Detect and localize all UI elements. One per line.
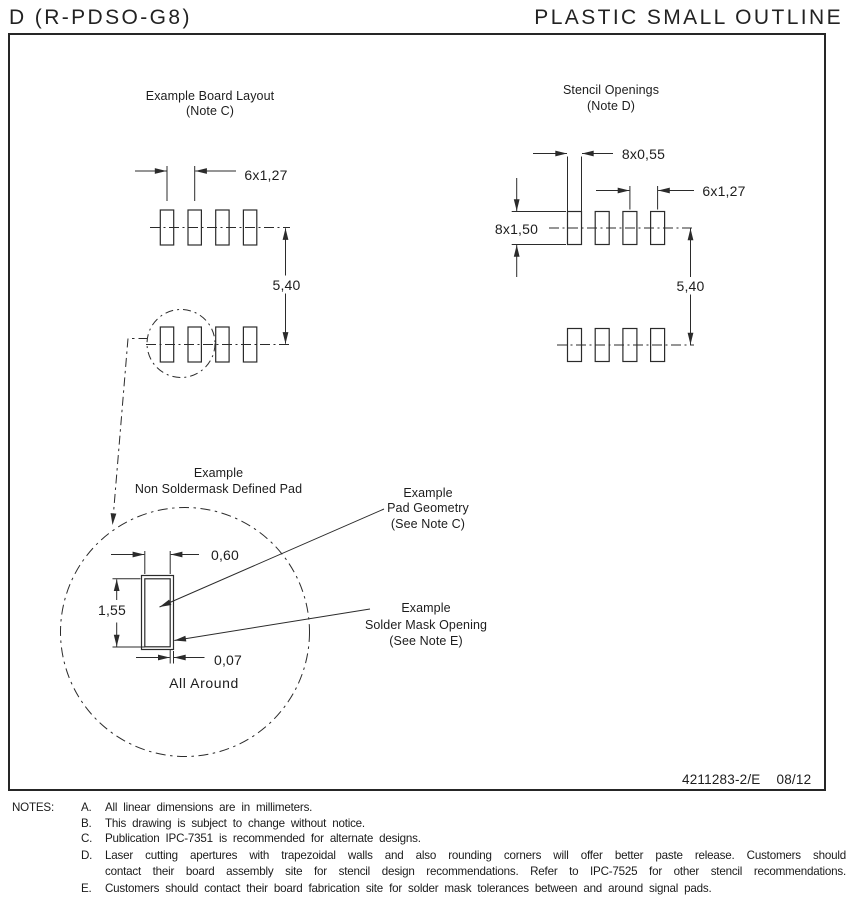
detail-leader-line — [113, 339, 148, 526]
document-date: 08/12 — [776, 772, 812, 787]
note-d-text-line1: Laser cutting apertures with trapezoidal walls and also rounding corners will offer better paste release. Customers should — [105, 849, 846, 862]
board-layout-dimensions — [135, 166, 286, 344]
solder-mask-opening-outline — [142, 576, 174, 650]
callout-leaders — [160, 509, 385, 641]
package-type-title: PLASTIC SMALL OUTLINE — [534, 6, 843, 29]
stencil-openings — [568, 212, 665, 362]
pad-geometry-callout-line2: Pad Geometry — [387, 501, 469, 516]
note-a-text: All linear dimensions are in millimeters. — [105, 801, 313, 814]
solder-mask-callout-line2: Solder Mask Opening — [364, 617, 488, 632]
dim-mask-clearance: 0,07 — [213, 652, 243, 668]
package-code-title: D (R-PDSO-G8) — [9, 6, 192, 29]
detail-view-circle — [61, 508, 310, 757]
board-layout-title-line1: Example Board Layout — [145, 88, 275, 103]
pad-outline — [145, 579, 170, 647]
detail-zoom-mark — [147, 310, 215, 378]
board-layout-title-line2: (Note C) — [185, 104, 235, 118]
solder-mask-callout — [365, 600, 487, 650]
note-c-text: Publication IPC-7351 is recommended for alternate designs. — [105, 831, 421, 845]
dim-pad-width: 0,60 — [210, 547, 240, 563]
note-d-label: D. — [81, 849, 93, 862]
stencil-title — [563, 83, 659, 114]
dim-stencil-pitch: 6x1,27 — [702, 183, 746, 199]
all-around-label: All Around — [169, 674, 239, 691]
note-b-text: This drawing is subject to change without notice. — [105, 816, 365, 830]
drawing-border — [9, 34, 825, 790]
stencil-title-line1: Stencil Openings — [562, 83, 660, 97]
solder-mask-callout-line3: (See Note E) — [389, 634, 463, 648]
document-number-block — [682, 772, 811, 787]
detail-title-line2: Non Soldermask Defined Pad — [134, 481, 303, 496]
dim-stencil-row-spacing: 5,40 — [676, 278, 705, 294]
document-number: 4211283-2/E — [682, 772, 761, 787]
dim-stencil-opening-height: 8x1,50 — [494, 221, 539, 237]
solder-mask-leader — [174, 609, 370, 641]
detail-title-line1: Example — [193, 466, 244, 480]
pad-geometry-callout-line1: Example — [403, 485, 453, 500]
dim-board-row-spacing: 5,40 — [272, 276, 301, 293]
stencil-centerlines — [549, 228, 694, 345]
pad-geometry-callout-line3: (See Note C) — [390, 517, 466, 532]
note-e-text: Customers should contact their board fabrication site for solder mask tolerances between and around signal pads. — [105, 881, 712, 895]
dim-board-pitch: 6x1,27 — [244, 166, 288, 183]
detail-title — [135, 466, 302, 497]
note-c-label: C. — [81, 831, 93, 845]
notes-heading: NOTES: — [12, 801, 54, 814]
pad-geometry-callout — [387, 486, 469, 533]
board-layout-title — [146, 89, 274, 120]
note-b-label: B. — [81, 816, 92, 830]
note-d-text-line2: contact their board assembly site for stencil design recommendations. Refer to IPC-7525 for other stencil recommendations. — [105, 864, 846, 878]
detail-pad — [142, 576, 174, 650]
dim-pad-height: 1,55 — [97, 602, 127, 618]
note-a-label: A. — [81, 801, 92, 814]
board-layout-pads — [160, 210, 256, 362]
stencil-title-line2: (Note D) — [586, 98, 636, 113]
pad-geometry-leader — [160, 509, 385, 607]
stencil-dimensions — [512, 154, 694, 345]
dim-stencil-opening-width: 8x0,55 — [621, 146, 666, 162]
solder-mask-callout-line1: Example — [401, 601, 451, 615]
note-e-label: E. — [81, 881, 92, 895]
